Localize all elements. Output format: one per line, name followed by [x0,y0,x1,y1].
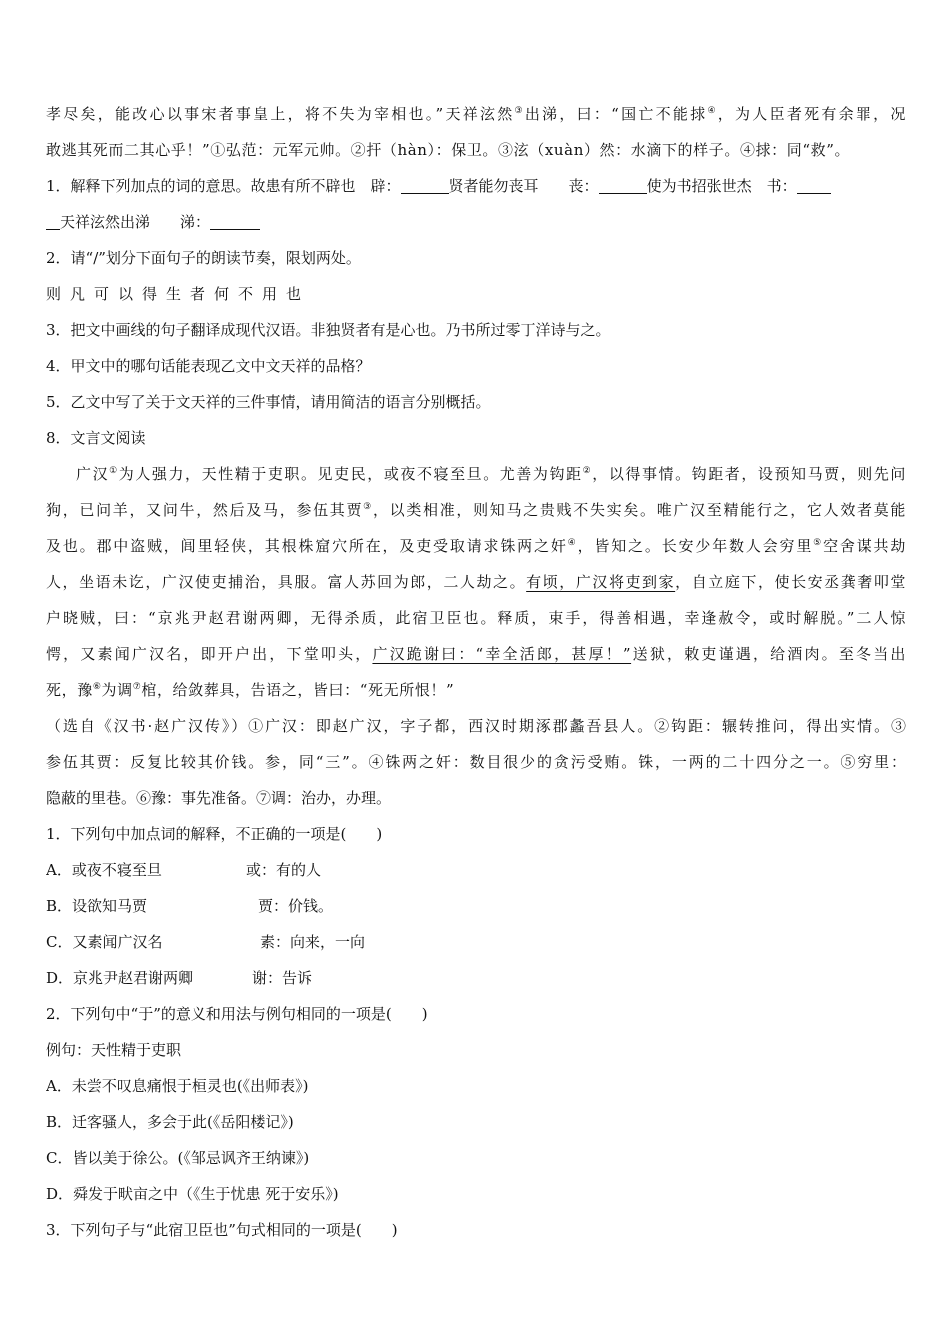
answer-blank[interactable] [599,175,647,194]
section-heading: 8．文言文阅读 [46,429,146,447]
question-stem: 3．下列句子与“此宿卫臣也”句式相同的一项是( ) [46,1221,398,1239]
answer-blank[interactable] [797,175,831,194]
question-2: 2．请“/”划分下面句子的朗读节奏，限划两处。 [46,249,361,267]
option-a[interactable]: A．未尝不叹息痛恨于桓灵也(《出师表》) [46,1077,309,1095]
question-stem: 2．下列句中“于”的意义和用法与例句相同的一项是( ) [46,1005,428,1023]
question-1-line: 天祥泫然出涕 涕： [46,204,906,240]
rhythm-sentence: 则凡可以得生者何不用也 [46,285,311,303]
passage-line: 敢逃其死而二其心乎！”①弘范：元军元帅。②扞（hàn）：保卫。③泫（xuàn）然：水滴下的样子。④捄：同“救”。 [46,141,851,159]
notes-line: 隐蔽的里巷。⑥豫：事先准备。⑦调：治办，办理。 [46,789,392,807]
example-sentence: 例句：天性精于吏职 [46,1041,182,1059]
footnote-marker: ③ [514,106,525,116]
underlined-sentence: 广汉跪谢曰：“幸全活郎，甚厚！” [372,645,632,663]
passage-line: 愕，又素闻广汉名，即开户出，下堂叩头，广汉跪谢曰：“幸全活郎，甚厚！”送狱，敕吏谨遇，给酒肉。至冬当出 [46,645,906,663]
passage-line: 及也。郡中盗贼，闾里轻侠，其根株窟穴所在，及吏受取请求铢两之奸④，皆知之。长安少年数人会穷里⑤空舍谋共劫 [46,537,906,555]
passage-line: 人，坐语未讫，广汉使吏捕治，具服。富人苏回为郎，二人劫之。有顷，广汉将吏到家，自立庭下，使长安丞龚奢叩堂 [46,573,906,591]
footnote-marker: ② [582,466,593,476]
option-a[interactable]: A．或夜不寝至旦 或：有的人 [46,861,322,879]
option-b[interactable]: B．设欲知马贾 贾：价钱。 [46,897,334,915]
footnote-marker: ⑦ [132,682,142,692]
notes-line: 参伍其贾：反复比较其价钱。参，同“三”。④铢两之奸：数目很少的贪污受贿。铢，一两的二十四分之一。⑤穷里： [46,753,906,771]
footnote-marker: ④ [567,538,578,548]
footnote-marker: ④ [707,106,718,116]
footnote-marker: ⑤ [813,538,824,548]
answer-blank[interactable] [210,211,260,230]
option-c[interactable]: C．又素闻广汉名 素：向来，一向 [46,933,366,951]
option-d[interactable]: D．舜发于畎亩之中（《生于忧患 死于安乐》) [46,1185,339,1203]
footnote-marker: ⑥ [92,682,102,692]
question-1-line: 1．解释下列加点的词的意思。故患有所不辟也 辟： 贤者能勿丧耳 丧： 使为书招张世杰 书： [46,168,906,204]
answer-blank[interactable] [401,175,449,194]
answer-blank[interactable] [46,211,60,230]
passage-line: 死，豫⑥为调⑦棺，给敛葬具，告语之，皆曰：“死无所恨！” [46,681,455,699]
passage-line: 户晓贼，曰：“京兆尹赵君谢两卿，无得杀质，此宿卫臣也。释质，束手，得善相遇，幸逢赦令，或时解脱。”二人惊 [46,609,906,627]
option-b[interactable]: B．迁客骚人，多会于此(《岳阳楼记》) [46,1113,294,1131]
footnote-marker: ③ [363,502,373,512]
question-stem: 1．下列句中加点词的解释，不正确的一项是( ) [46,825,383,843]
underlined-sentence: 有顷，广汉将吏到家 [526,573,676,591]
footnote-marker: ① [109,466,119,476]
option-c[interactable]: C．皆以美于徐公。(《邹忌讽齐王纳谏》) [46,1149,310,1167]
question-4: 4．甲文中的哪句话能表现乙文中文天祥的品格？ [46,357,371,375]
passage-line: 孝尽矣，能改心以事宋者事皇上，将不失为宰相也。”天祥泫然③出涕，曰：“国亡不能捄④，为人臣者死有余罪，况 [46,105,906,123]
question-5: 5．乙文中写了关于文天祥的三件事情，请用简洁的语言分别概括。 [46,393,491,411]
question-3: 3．把文中画线的句子翻译成现代汉语。非独贤者有是心也。乃书所过零丁洋诗与之。 [46,321,611,339]
passage-line: 狗，已问羊，又问牛，然后及马，参伍其贾③，以类相准，则知马之贵贱不失实矣。唯广汉至精能行之，它人效者莫能 [46,501,906,519]
notes-line: （选自《汉书·赵广汉传》）①广汉：即赵广汉，字子都，西汉时期涿郡蠡吾县人。②钩距：辗转推问，得出实情。③ [46,717,906,735]
option-d[interactable]: D．京兆尹赵君谢两卿 谢：告诉 [46,969,313,987]
passage-line: 广汉①为人强力，天性精于吏职。见吏民，或夜不寝至旦。尤善为钩距②，以得事情。钩距者，设预知马贾，则先问 [76,465,906,483]
